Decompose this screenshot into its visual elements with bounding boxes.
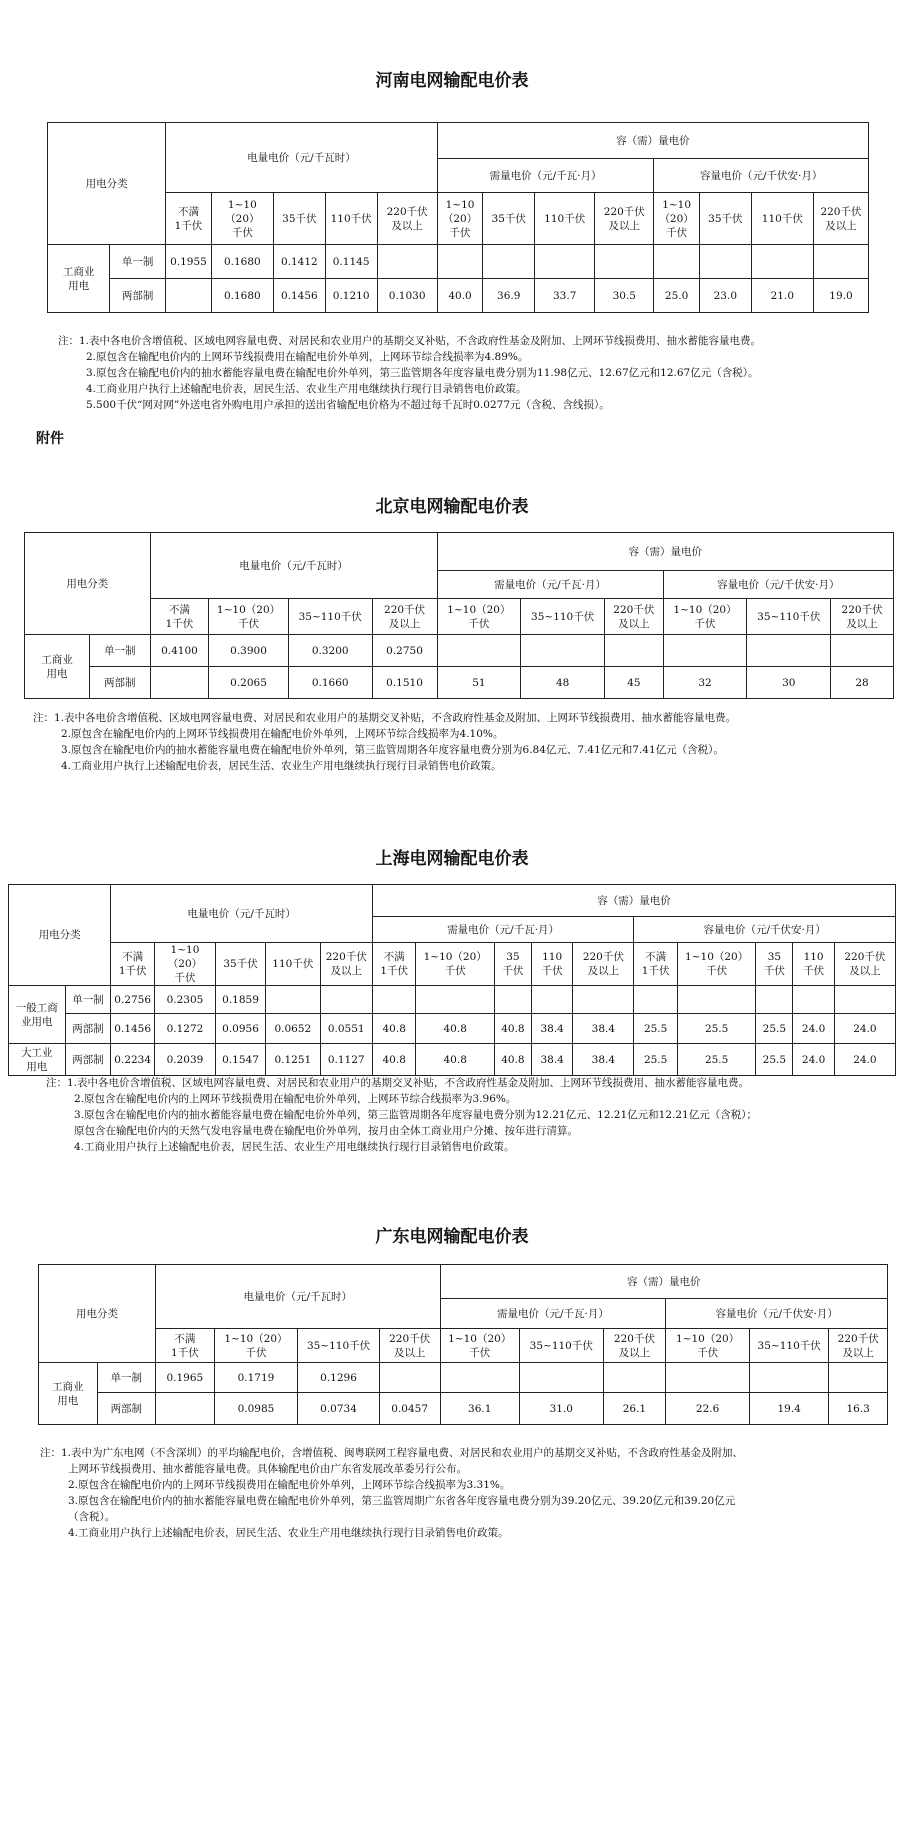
col-header: 110千伏 [266,943,320,986]
row-label: 单一制 [89,635,150,667]
cell: 0.0985 [214,1393,298,1425]
cell: 16.3 [829,1393,888,1425]
guangdong-table [38,1264,888,1425]
cell: 19.4 [749,1393,828,1425]
cell: 45 [605,667,664,699]
row-group-label: 工商业 用电 [25,635,90,699]
col-header: 35千伏 [699,193,751,245]
cell [535,245,595,279]
cell: 40.8 [416,1044,494,1076]
demand-header: 需量电价（元/千瓦·月） [437,159,654,193]
cell [663,635,747,667]
cap-header: 容量电价（元/千伏安·月） [666,1299,888,1329]
cell: 0.1965 [156,1363,215,1393]
demand-header: 需量电价（元/千瓦·月） [437,571,663,599]
row-label: 单一制 [65,986,111,1014]
cell: 38.4 [573,1014,634,1044]
cell: 0.2305 [154,986,215,1014]
col-header: 110 千伏 [531,943,572,986]
cap-header: 容量电价（元/千伏安·月） [634,917,896,943]
note-line: 3.原包含在输配电价内的抽水蓄能容量电费在输配电价外单列，第三监管周期各年度容量电费分别为6.84亿元、7.41亿元和7.41亿元（含税）。 [61,744,724,756]
col-header: 110千伏 [751,193,813,245]
cell: 0.0551 [320,1014,372,1044]
guangdong-title: 广东电网输配电价表 [375,1227,529,1247]
cell: 23.0 [699,279,751,313]
class-header: 用电分类 [39,1265,156,1363]
cell: 24.0 [793,1014,834,1044]
cell: 33.7 [535,279,595,313]
cell: 38.4 [531,1044,572,1076]
cell [266,986,320,1014]
col-header: 不满 1千伏 [166,193,212,245]
cell: 28 [831,667,894,699]
col-header: 220千伏 及以上 [372,599,437,635]
cell: 24.0 [793,1044,834,1076]
guangdong-notes [40,1445,743,1541]
note-line: 注：1.表中各电价含增值税、区域电网容量电费、对居民和农业用户的基期交叉补贴，不含政府性基金及附加、上网环节线损费用、抽水蓄能容量电费。 [33,712,737,724]
col-header: 220千伏 及以上 [379,1329,440,1363]
cell [519,1363,603,1393]
cell: 48 [521,667,605,699]
table-row [9,1044,896,1076]
note-line: 2.原包含在输配电价内的上网环节线损费用在输配电价外单列，上网环节综合线损率为4.10%。 [61,728,504,740]
capacity-header: 容（需）量电价 [440,1265,888,1299]
cell: 0.1456 [111,1014,155,1044]
cell: 25.0 [654,279,700,313]
cell [699,245,751,279]
beijing-notes [33,710,736,774]
col-header: 1~10（20） 千伏 [677,943,755,986]
note-line: 2.原包含在输配电价内的上网环节线损费用在输配电价外单列，上网环节综合线损率为3.31%。 [68,1479,511,1491]
note-line: 2.原包含在输配电价内的上网环节线损费用在输配电价外单列，上网环节综合线损率为4.89%。 [86,351,529,363]
note-line: 5.500千伏“网对网”外送电省外购电用户承担的送出省输配电价格为不超过每千瓦时0.0277元（含税、含线损）。 [86,399,610,411]
cell: 0.1296 [298,1363,380,1393]
col-header: 110千伏 [325,193,377,245]
shanghai-table [8,884,896,1076]
cell: 30.5 [595,279,654,313]
cell: 40.0 [437,279,483,313]
row-group-label: 工商业 用电 [48,245,110,313]
cell: 0.2750 [372,635,437,667]
col-header: 1~10（20） 千伏 [214,1329,298,1363]
col-header: 220千伏 及以上 [603,1329,666,1363]
cell: 0.3900 [209,635,289,667]
shanghai-notes [46,1075,757,1155]
cell: 24.0 [834,1014,895,1044]
cell: 0.4100 [150,635,209,667]
cell: 26.1 [603,1393,666,1425]
henan-title: 河南电网输配电价表 [375,71,529,91]
energy-header: 电量电价（元/千瓦时） [166,123,438,193]
cell [494,986,531,1014]
cell [677,986,755,1014]
row-label: 单一制 [97,1363,156,1393]
cell [320,986,372,1014]
col-header: 220千伏 及以上 [813,193,868,245]
table-row [9,1014,896,1044]
cell: 25.5 [677,1044,755,1076]
cell: 30 [747,667,831,699]
col-header: 110 千伏 [793,943,834,986]
col-header: 220千伏 及以上 [595,193,654,245]
cell: 0.2756 [111,986,155,1014]
col-header: 35千伏 [273,193,325,245]
cell [834,986,895,1014]
table-row [39,1393,888,1425]
col-header: 220千伏 及以上 [320,943,372,986]
cell: 0.1955 [166,245,212,279]
cell: 21.0 [751,279,813,313]
cell [603,1363,666,1393]
cell: 0.1030 [377,279,437,313]
cell [416,986,494,1014]
note-line: 4.工商业用户执行上述输配电价表，居民生活、农业生产用电继续执行现行目录销售电价政策。 [86,383,527,395]
col-header: 不满 1千伏 [372,943,416,986]
note-line: 3.原包含在输配电价内的抽水蓄能容量电费在输配电价外单列，第三监管周期广东省各年度容量电费分别为39.20亿元、39.20亿元和39.20亿元 [68,1495,736,1507]
col-header: 1~10（20） 千伏 [211,193,273,245]
row-label: 两部制 [89,667,150,699]
cell: 22.6 [666,1393,750,1425]
cell [829,1363,888,1393]
col-header: 220千伏 及以上 [573,943,634,986]
cell: 0.0652 [266,1014,320,1044]
cell: 0.1547 [215,1044,265,1076]
capacity-header: 容（需）量电价 [372,885,895,917]
col-header: 1~10 （20） 千伏 [437,193,483,245]
note-line: 3.原包含在输配电价内的抽水蓄能容量电费在输配电价外单列，第三监管周期各年度容量电费分别为12.21亿元、12.21亿元和12.21亿元（含税）； [74,1109,757,1121]
col-header: 220千伏 及以上 [605,599,664,635]
col-header: 35~110千伏 [519,1329,603,1363]
cell [483,245,535,279]
col-header: 1~10（20） 千伏 [437,599,521,635]
cell [605,635,664,667]
row-label: 两部制 [65,1044,111,1076]
cell: 25.5 [756,1044,793,1076]
cell [756,986,793,1014]
note-line: 2.原包含在输配电价内的上网环节线损费用在输配电价外单列，上网环节综合线损率为3.96%。 [74,1093,517,1105]
cell: 40.8 [372,1044,416,1076]
cell: 0.0734 [298,1393,380,1425]
cell: 0.2234 [111,1044,155,1076]
cell: 0.1272 [154,1014,215,1044]
cell [166,279,212,313]
shanghai-title: 上海电网输配电价表 [375,849,529,869]
cell [150,667,209,699]
cell [751,245,813,279]
row-label: 两部制 [110,279,166,313]
cap-header: 容量电价（元/千伏安·月） [654,159,869,193]
cell: 0.3200 [288,635,372,667]
capacity-header: 容（需）量电价 [437,123,868,159]
beijing-table [24,532,894,699]
cell: 51 [437,667,521,699]
cell [372,986,416,1014]
cell: 0.1510 [372,667,437,699]
cell: 0.1660 [288,667,372,699]
note-line: 4.工商业用户执行上述输配电价表，居民生活、农业生产用电继续执行现行目录销售电价政策。 [61,760,502,772]
cell: 25.5 [756,1014,793,1044]
class-header: 用电分类 [9,885,111,986]
col-header: 35~110千伏 [298,1329,380,1363]
col-header: 220千伏 及以上 [831,599,894,635]
cell: 32 [663,667,747,699]
cell [666,1363,750,1393]
table-row [25,667,894,699]
cell: 31.0 [519,1393,603,1425]
cell: 0.1251 [266,1044,320,1076]
table-row [9,986,896,1014]
cell [437,635,521,667]
table-row [48,245,869,279]
col-header: 1~10 （20） 千伏 [654,193,700,245]
col-header: 不满 1千伏 [156,1329,215,1363]
cell [749,1363,828,1393]
energy-header: 电量电价（元/千瓦时） [150,533,437,599]
col-header: 1~10（20） 千伏 [666,1329,750,1363]
cell [747,635,831,667]
note-line: （含税）。 [68,1511,116,1523]
annex-label: 附件 [36,431,64,447]
cell [634,986,678,1014]
cell: 40.8 [494,1044,531,1076]
cell: 0.0457 [379,1393,440,1425]
class-header: 用电分类 [25,533,151,635]
cell: 40.8 [494,1014,531,1044]
cell [793,986,834,1014]
row-group-label: 大工业 用电 [9,1044,66,1076]
cell: 25.5 [634,1014,678,1044]
cell [813,245,868,279]
cell: 40.8 [372,1014,416,1044]
row-label: 单一制 [110,245,166,279]
col-header: 110千伏 [535,193,595,245]
cell: 36.1 [440,1393,519,1425]
cell [531,986,572,1014]
note-line: 注：1.表中各电价含增值税、区域电网容量电费、对居民和农业用户的基期交叉补贴，不含政府性基金及附加、上网环节线损费用、抽水蓄能容量电费。 [58,335,762,347]
table-row [48,279,869,313]
col-header: 35 千伏 [756,943,793,986]
cell [521,635,605,667]
note-line: 注：1.表中各电价含增值税、区域电网容量电费、对居民和农业用户的基期交叉补贴，不含政府性基金及附加、上网环节线损费用、抽水蓄能容量电费。 [46,1077,750,1089]
col-header: 不满 1千伏 [150,599,209,635]
cell: 25.5 [634,1044,678,1076]
cell: 38.4 [573,1044,634,1076]
cell: 0.1680 [211,245,273,279]
cell [379,1363,440,1393]
cell: 25.5 [677,1014,755,1044]
cap-header: 容量电价（元/千伏安·月） [663,571,893,599]
cell: 0.1719 [214,1363,298,1393]
note-line: 4.工商业用户执行上述输配电价表，居民生活、农业生产用电继续执行现行目录销售电价政策。 [68,1527,509,1539]
col-header: 220千伏 及以上 [377,193,437,245]
row-group-label: 一般工商 业用电 [9,986,66,1044]
col-header: 35千伏 [215,943,265,986]
col-header: 1~10（20） 千伏 [416,943,494,986]
cell: 24.0 [834,1044,895,1076]
row-label: 两部制 [97,1393,156,1425]
cell [573,986,634,1014]
cell: 0.2039 [154,1044,215,1076]
henan-table [47,122,869,313]
cell: 0.1145 [325,245,377,279]
col-header: 35~110千伏 [521,599,605,635]
col-header: 1~10（20） 千伏 [209,599,289,635]
cell: 38.4 [531,1014,572,1044]
cell: 40.8 [416,1014,494,1044]
note-line: 注：1.表中为广东电网（不含深圳）的平均输配电价，含增值税、闽粤联网工程容量电费、对居民和农业用户的基期交叉补贴，不含政府性基金及附加、 [40,1447,744,1459]
cell: 0.1456 [273,279,325,313]
note-line: 原包含在输配电价内的天然气发电容量电费在输配电价外单列，按月由全体工商业用户分摊、按年进行清算。 [74,1125,578,1137]
note-line: 上网环节线损费用、抽水蓄能容量电费。具体输配电价由广东省发展改革委另行公布。 [68,1463,467,1475]
henan-notes [58,333,761,413]
note-line: 4.工商业用户执行上述输配电价表，居民生活、农业生产用电继续执行现行目录销售电价政策。 [74,1141,515,1153]
cell: 0.1412 [273,245,325,279]
cell: 0.1680 [211,279,273,313]
capacity-header: 容（需）量电价 [437,533,893,571]
cell: 0.1127 [320,1044,372,1076]
col-header: 35~110千伏 [747,599,831,635]
cell: 0.2065 [209,667,289,699]
cell: 19.0 [813,279,868,313]
note-line: 3.原包含在输配电价内的抽水蓄能容量电费在输配电价外单列，第三监管期各年度容量电费分别为11.98亿元、12.67亿元和12.67亿元（含税）。 [86,367,759,379]
energy-header: 电量电价（元/千瓦时） [111,885,373,943]
col-header: 35~110千伏 [288,599,372,635]
cell: 0.1210 [325,279,377,313]
cell [440,1363,519,1393]
class-header: 用电分类 [48,123,166,245]
cell [377,245,437,279]
table-row [25,635,894,667]
col-header: 220千伏 及以上 [834,943,895,986]
col-header: 35~110千伏 [749,1329,828,1363]
cell [831,635,894,667]
beijing-title: 北京电网输配电价表 [375,497,529,517]
col-header: 35 千伏 [494,943,531,986]
cell: 0.1859 [215,986,265,1014]
col-header: 220千伏 及以上 [829,1329,888,1363]
demand-header: 需量电价（元/千瓦·月） [440,1299,666,1329]
row-group-label: 工商业 用电 [39,1363,98,1425]
energy-header: 电量电价（元/千瓦时） [156,1265,440,1329]
col-header: 不满 1千伏 [111,943,155,986]
col-header: 1~10（20） 千伏 [663,599,747,635]
cell: 0.0956 [215,1014,265,1044]
col-header: 1~10（20） 千伏 [154,943,215,986]
cell [156,1393,215,1425]
table-row [39,1363,888,1393]
cell: 36.9 [483,279,535,313]
demand-header: 需量电价（元/千瓦·月） [372,917,633,943]
cell [654,245,700,279]
cell [437,245,483,279]
col-header: 35千伏 [483,193,535,245]
row-label: 两部制 [65,1014,111,1044]
col-header: 1~10（20） 千伏 [440,1329,519,1363]
col-header: 不满 1千伏 [634,943,678,986]
cell [595,245,654,279]
